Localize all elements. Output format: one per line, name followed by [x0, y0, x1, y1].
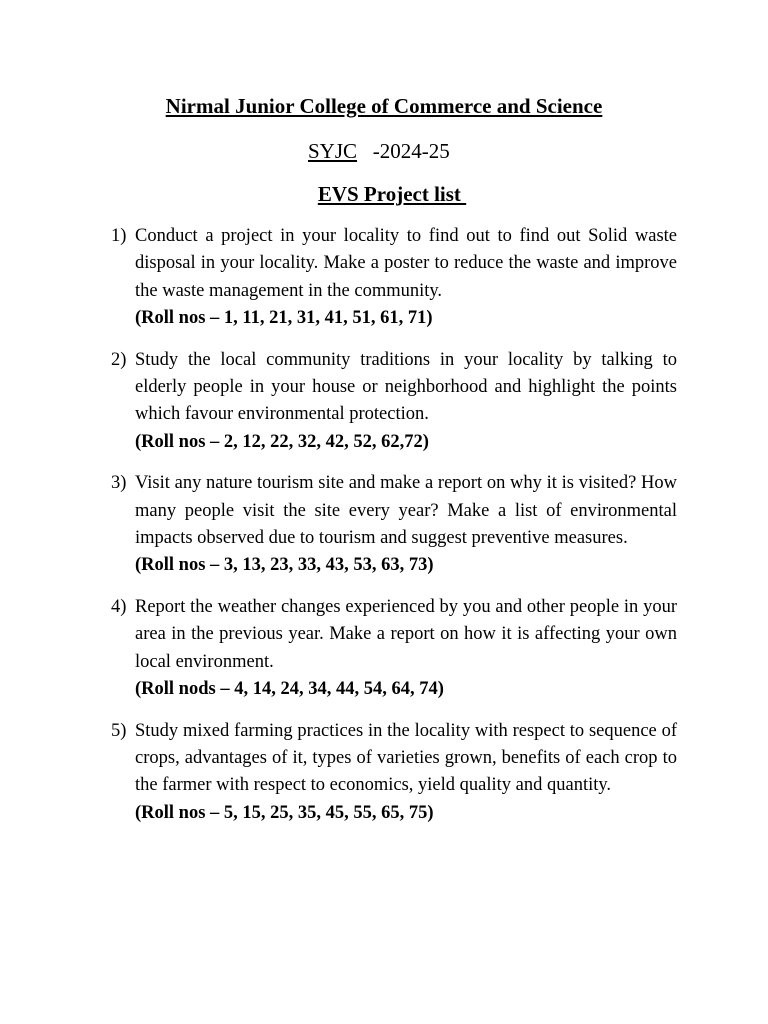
project-number: 5) [111, 720, 127, 741]
project-item [111, 347, 677, 457]
project-description: Study the local community traditions in your locality by talking to elderly people in your house or neighborhood and highlight the points which favour environmental protection. [135, 349, 677, 425]
project-list [111, 223, 677, 841]
project-description: Study mixed farming practices in the locality with respect to sequence of crops, advantages of it, types of varieties grown, benefits of each crop to the farmer with respect to economics, yield quality and quantity. [135, 720, 677, 796]
project-description: Report the weather changes experienced by you and other people in your area in the previous year. Make a report on how it is affecting your own local environment. [135, 596, 677, 672]
roll-numbers: (Roll nos – 1, 11, 21, 31, 41, 51, 61, 71) [135, 308, 433, 329]
college-name: Nirmal Junior College of Commerce and Science [165, 94, 603, 118]
project-number: 1) [111, 226, 127, 246]
project-item [111, 223, 677, 333]
roll-numbers: (Roll nods – 4, 14, 24, 34, 44, 54, 64, 74) [135, 679, 444, 700]
project-item [111, 594, 677, 704]
project-item [111, 470, 677, 580]
class-year-line [308, 137, 450, 165]
project-description: Conduct a project in your locality to find out to find out Solid waste disposal in your locality. Make a poster to reduce the waste and improve the waste management in the community. [135, 226, 677, 301]
project-number: 4) [111, 596, 127, 617]
roll-numbers: (Roll nos – 3, 13, 23, 33, 43, 53, 63, 73) [135, 555, 434, 576]
list-heading [0, 180, 768, 208]
project-description: Visit any nature tourism site and make a report on why it is visited? How many people visit the site every year? Make a list of environmental impacts observed due to tourism and suggest preventive measures. [135, 473, 677, 549]
project-number: 2) [111, 349, 127, 370]
roll-numbers: (Roll nos – 2, 12, 22, 32, 42, 52, 62,72) [135, 431, 429, 452]
class-name: SYJC [308, 139, 358, 163]
project-item [111, 718, 677, 828]
project-number: 3) [111, 473, 127, 494]
list-title: EVS Project list [317, 182, 467, 206]
roll-numbers: (Roll nos – 5, 15, 25, 35, 45, 55, 65, 75) [135, 802, 434, 823]
college-title [0, 92, 768, 120]
academic-year: -2024-25 [372, 139, 450, 163]
